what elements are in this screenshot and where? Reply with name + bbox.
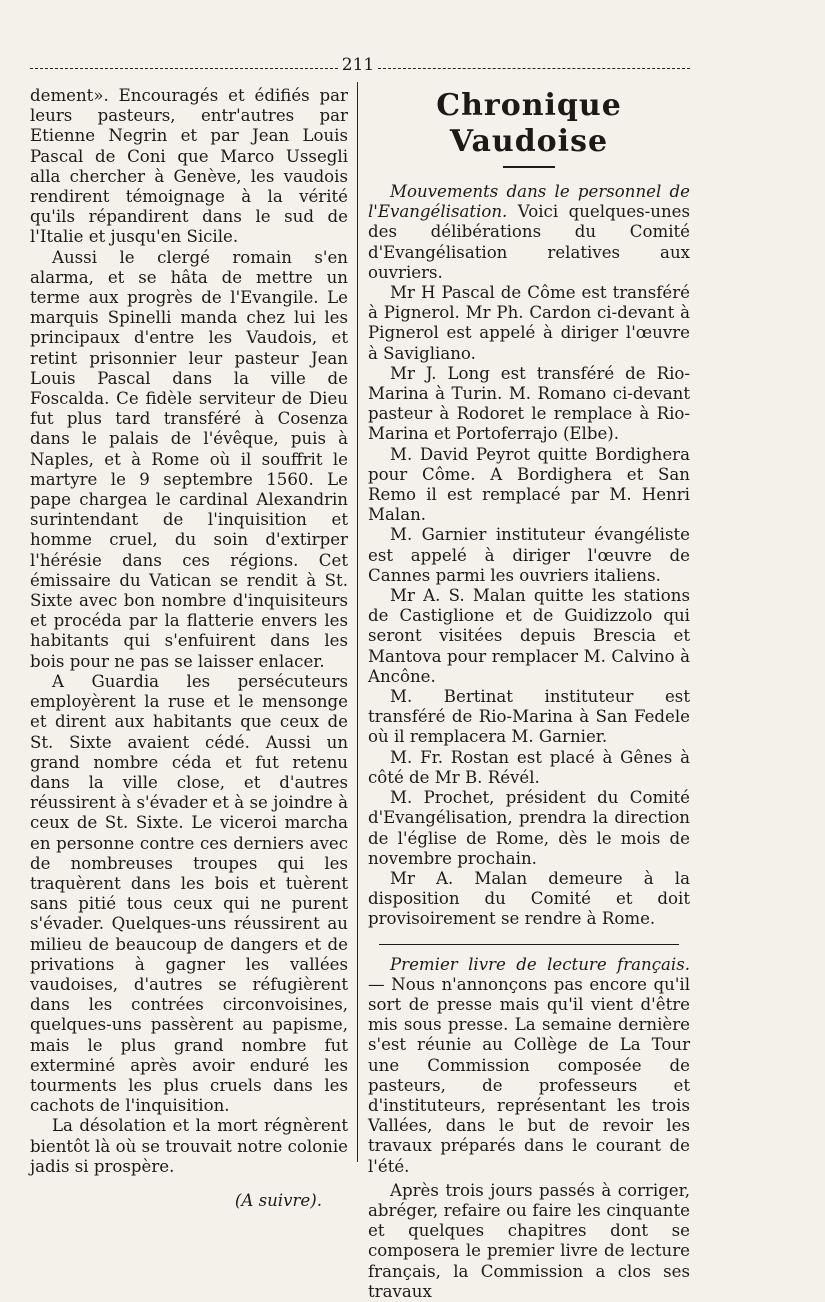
header-rule-left xyxy=(30,68,338,69)
section1-intro-paragraph xyxy=(368,182,690,283)
right-column xyxy=(368,86,690,1302)
section1-item: M. Prochet, président du Comité d'Evangélisation, prendra la direction de l'église de Rome, dès le mois de novembre prochain. xyxy=(368,788,690,868)
section1-item: Mr A. S. Malan quitte les stations de Castiglione et de Guidizzolo qui seront visitées depuis Brescia et Mantova pour remplacer M. Calvino à Ancône. xyxy=(368,586,690,686)
left-paragraph-2: Aussi le clergé romain s'en alarma, et se hâta de mettre un terme aux progrès de l'Evangile. Le marquis Spinelli manda chez lui les principaux d'entre les Vaudois, et retint prisonnier leur pasteur Jean Louis Pascal dans la ville de Foscalda. Ce fidèle serviteur de Dieu fut plus tard transféré à Cosenza dans le palais de l'évêque, puis à Naples, et à Rome où il souffrit le martyre le 9 septembre 1560. Le pape chargea le cardinal Alexandrin surintendant de l'inquisition et homme cruel, du soin d'extirper l'hérésie dans ces régions. Cet émissaire du Vatican se rendit à St. Sixte avec bon nombre d'inquisiteurs et procéda par la flatterie envers les habitants qui s'enfuirent dans les bois pour ne pas se laisser enlacer. xyxy=(30,247,348,671)
to-be-continued: (A suivre). xyxy=(234,1190,322,1210)
left-paragraph-4: La désolation et la mort régnèrent bientôt là où se trouvait notre colonie jadis si prospère. xyxy=(30,1116,348,1176)
section2-paragraph-2: Après trois jours passés à corriger, abréger, refaire ou faire les cinquante et quelques chapitres dont se composera le premier livre de lecture français, la Commission a clos ses travaux xyxy=(368,1180,690,1301)
section-title: Chronique Vaudoise xyxy=(436,88,622,159)
section1-item: M. Fr. Rostan est placé à Gênes à côté de Mr B. Révél. xyxy=(368,747,690,787)
section1-item: M. Garnier instituteur évangéliste est appelé à diriger l'œuvre de Cannes parmi les ouvriers italiens. xyxy=(368,525,690,585)
section1-item: Mr J. Long est transféré de Rio-Marina à Turin. M. Romano ci-devant pasteur à Rodoret le remplace à Rio-Marina et Portoferrajo (Elbe). xyxy=(368,363,690,444)
left-paragraph-1: dement». Encouragés et édifiés par leurs pasteurs, entr'autres par Etienne Negrin et par Jean Louis Pascal de Coni que Marco Ussegli alla chercher à Genève, les vaudois rendirent témoignage à la vérité qu'ils répandirent dans le sud de l'Italie et jusqu'en Sicile. xyxy=(30,86,348,247)
section1-intro: Voici quelques-unes des délibérations du Comité d'Evangélisation relatives aux ouvriers. xyxy=(368,202,690,282)
section1-heading: Mouvements dans le personnel de l'Evangélisation. xyxy=(368,182,690,222)
page-number: 211 xyxy=(341,55,375,75)
section-separator xyxy=(379,944,679,945)
section2-paragraph xyxy=(368,955,690,1177)
left-column xyxy=(30,86,348,1211)
title-rule xyxy=(503,166,555,168)
section1-item: M. Bertinat instituteur est transféré de Rio-Marina à San Fedele où il remplacera M. Garnier. xyxy=(368,687,690,747)
section1-item: Mr H Pascal de Côme est transféré à Pignerol. Mr Ph. Cardon ci-devant à Pignerol est appelé à diriger l'œuvre à Savigliano. xyxy=(368,283,690,363)
section2-body: — Nous n'annonçons pas encore qu'il sort de presse mais qu'il vient d'être mis sous presse. La semaine dernière s'est réunie au Collège de La Tour une Commission composée de pasteurs, de professeurs et d'instituteurs, représentant les trois Vallées, dans le but de revoir les travaux préparés dans le courant de l'été. xyxy=(368,974,690,1176)
section2-heading: Premier livre de lecture français. xyxy=(390,954,690,974)
section1-item: Mr A. Malan demeure à la disposition du Comité et doit provisoirement se rendre à Rome. xyxy=(368,868,690,929)
left-paragraph-3: A Guardia les persécuteurs employèrent la ruse et le mensonge et dirent aux habitants que ceux de St. Sixte avaient cédé. Aussi un grand nombre céda et fut retenu dans la ville close, et d'autres réussirent à s'évader et à se joindre à ceux de St. Sixte. Le viceroi marcha en personne contre ces derniers avec de nombreuses troupes qui les traquèrent dans les bois et tuèrent sans pitié tous ceux qui ne purent s'évader. Quelques-uns réussirent au milieu de beaucoup de dangers et de privations à gagner les vallées vaudoises, d'autres se réfugièrent dans les contrées circonvoisines, quelques-uns passèrent au papisme, mais le plus grand nombre fut exterminé après avoir enduré les tourments les plus cruels dans les cachots de l'inquisition. xyxy=(30,671,348,1116)
section1-item: M. David Peyrot quitte Bordighera pour Côme. A Bordighera et San Remo il est remplacé par M. Henri Malan. xyxy=(368,444,690,525)
header-rule-right xyxy=(378,68,690,69)
column-divider xyxy=(357,82,358,1162)
